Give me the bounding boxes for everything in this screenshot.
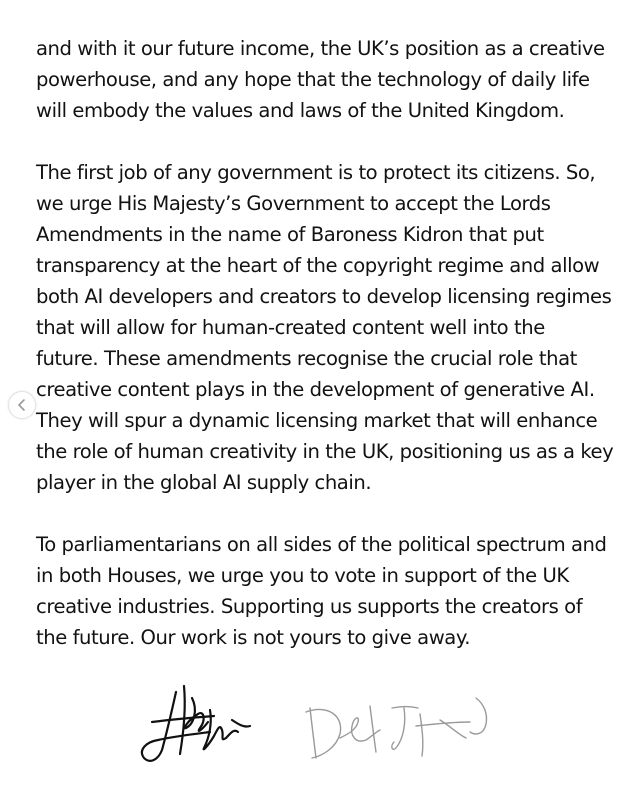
signatures <box>0 670 643 780</box>
text-line: future. These amendments recognise the crucial role that <box>36 347 577 370</box>
text-line: and with it our future income, the UK’s position as a creative <box>36 37 605 60</box>
paragraph-2 <box>36 157 614 498</box>
text-line: both AI developers and creators to develop licensing regimes <box>36 285 612 308</box>
text-line: we urge His Majesty’s Government to accept the Lords <box>36 192 551 215</box>
text-line: creative industries. Supporting us supports the creators of <box>36 595 583 618</box>
text-line: Amendments in the name of Baroness Kidron that put <box>36 223 544 246</box>
text-line: in both Houses, we urge you to vote in support of the UK <box>36 564 569 587</box>
text-line: player in the global AI supply chain. <box>36 471 372 494</box>
text-line: transparency at the heart of the copyright regime and allow <box>36 254 600 277</box>
text-line: They will spur a dynamic licensing market that will enhance <box>36 409 598 432</box>
paragraph-1 <box>36 33 608 126</box>
text-line: The first job of any government is to protect its citizens. So, <box>36 161 596 184</box>
signature-image <box>300 686 500 766</box>
text-line: that will allow for human-created content well into the <box>36 316 545 339</box>
letter-body <box>36 33 614 684</box>
paragraph-3 <box>36 529 608 653</box>
text-line: creative content plays in the development of generative AI. <box>36 378 595 401</box>
text-line: will embody the values and laws of the United Kingdom. <box>36 99 565 122</box>
text-line: the future. Our work is not yours to give away. <box>36 626 470 649</box>
text-line: To parliamentarians on all sides of the political spectrum and <box>36 533 607 556</box>
previous-slide-button[interactable] <box>8 391 36 419</box>
chevron-left-icon <box>15 398 29 412</box>
text-line: powerhouse, and any hope that the technology of daily life <box>36 68 590 91</box>
signature-image <box>128 680 258 768</box>
text-line: the role of human creativity in the UK, positioning us as a key <box>36 440 614 463</box>
